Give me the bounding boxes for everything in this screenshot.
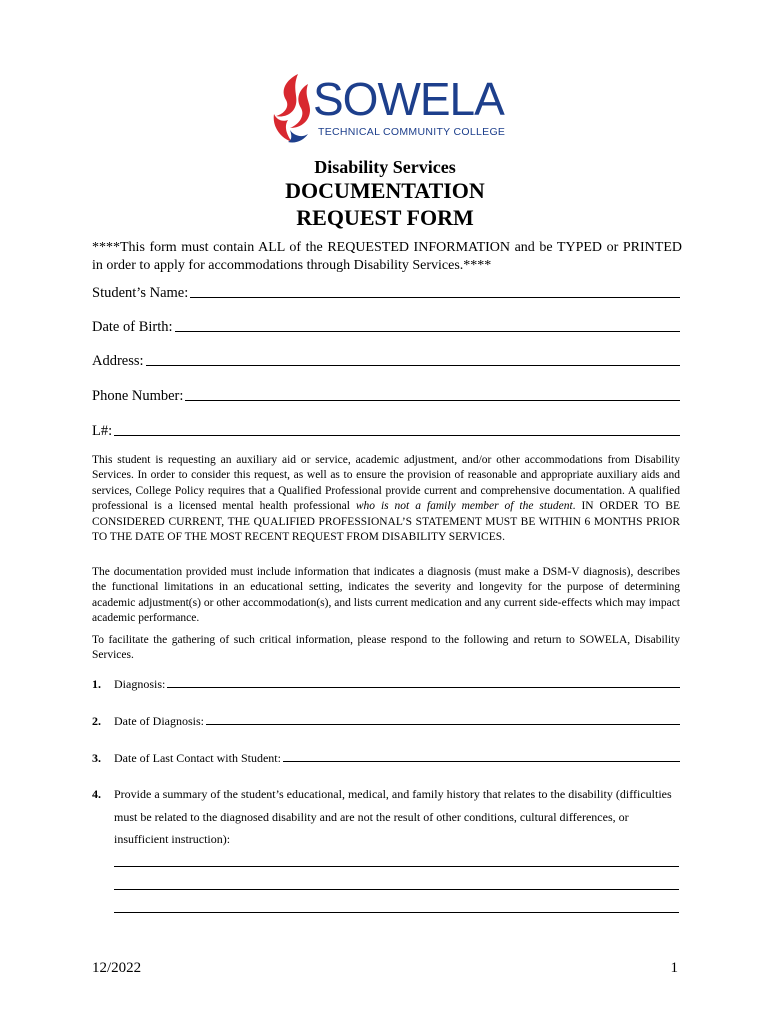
address-field[interactable] — [92, 348, 680, 370]
form-subtitle: Disability Services — [314, 157, 456, 177]
question-text: Diagnosis: — [114, 677, 166, 691]
page-number: 1 — [670, 960, 678, 976]
field-label: Student’s Name: — [92, 285, 189, 301]
question-text: Date of Last Contact with Student: — [114, 751, 281, 765]
instructions-paragraph: To facilitate the gathering of such critical information, please respond to the following and return to SOWELA, Disability Services. — [92, 634, 680, 662]
paragraph-text: . IN ORDER TO BE CONSIDERED CURRENT, THE QUALIFIED PROFESSIONAL’S STATEMENT MUST BE WITHIN 6 MONTHS PRIOR TO THE DATE OF THE MOST RECENT REQUEST FROM DISABILITY SERVICES. — [92, 500, 680, 544]
documentation-requirements-paragraph — [92, 453, 680, 545]
diagnosis-line[interactable] — [167, 687, 680, 688]
question-number: 2. — [92, 714, 101, 728]
student-name-line[interactable] — [190, 297, 680, 298]
field-label: Address: — [92, 353, 144, 369]
field-label: Phone Number: — [92, 388, 184, 404]
paragraph-text: This student is requesting an auxiliary aid or service, academic adjustment, and/or other accommodations from Disability Services. In order to consider this request, as well as to ensure the provision of reasonable and appropriate auxiliary aids and services, College Policy requires that a Qualified Professional provide current and comprehensive documentation. A qualified professional is a licensed mental health professional — [92, 454, 680, 513]
question-text: Date of Diagnosis: — [114, 714, 204, 728]
date-of-diagnosis-line[interactable] — [206, 724, 680, 725]
documentation-content-paragraph: The documentation provided must include information that indicates a diagnosis (must make a DSM-V diagnosis), describes the functional limitations in an educational setting, indicates the severity and longevity for the purpose of determining academic adjustment(s) or other accommodation(s), and lists current medication and any current side-effects which may impact academic performance. — [92, 566, 680, 625]
form-notice: ****This form must contain ALL of the REQUESTED INFORMATION and be TYPED or PRINTED in order to apply for accommodations through Disability Services.**** — [92, 240, 682, 273]
phone-number-field[interactable] — [92, 383, 680, 405]
question-number: 1. — [92, 677, 101, 691]
l-number-field[interactable] — [92, 418, 680, 440]
answer-line[interactable] — [114, 889, 679, 890]
question-last-contact[interactable] — [92, 746, 680, 766]
question-diagnosis[interactable] — [92, 672, 680, 692]
field-label: L#: — [92, 423, 113, 439]
question-number: 3. — [92, 751, 101, 765]
form-title-line1: DOCUMENTATION — [285, 178, 485, 203]
question-text: Provide a summary of the student’s educational, medical, and family history that relates to the disability (difficulties must be related to the diagnosed disability and are not the result of other conditions, cultural differences, or insufficient instruction): — [114, 787, 672, 846]
answer-line[interactable] — [114, 912, 679, 913]
sowela-logo — [268, 70, 508, 150]
question-date-of-diagnosis[interactable] — [92, 709, 680, 729]
date-of-birth-field[interactable] — [92, 314, 680, 336]
question-history-summary — [92, 783, 680, 851]
logo-wordmark: SOWELA — [313, 73, 504, 125]
last-contact-line[interactable] — [283, 761, 680, 762]
student-name-field[interactable] — [92, 280, 680, 302]
phone-number-line[interactable] — [185, 400, 680, 401]
address-line[interactable] — [146, 365, 680, 366]
flame-icon — [268, 70, 314, 150]
question-number: 4. — [92, 787, 101, 801]
date-of-birth-line[interactable] — [175, 331, 680, 332]
logo-subtitle: TECHNICAL COMMUNITY COLLEGE — [318, 126, 506, 138]
paragraph-emphasis: who is not a family member of the student — [355, 500, 573, 513]
footer-date: 12/2022 — [92, 960, 142, 976]
l-number-line[interactable] — [114, 435, 680, 436]
form-title-line2: REQUEST FORM — [296, 205, 474, 230]
answer-line[interactable] — [114, 866, 679, 867]
field-label: Date of Birth: — [92, 319, 173, 335]
